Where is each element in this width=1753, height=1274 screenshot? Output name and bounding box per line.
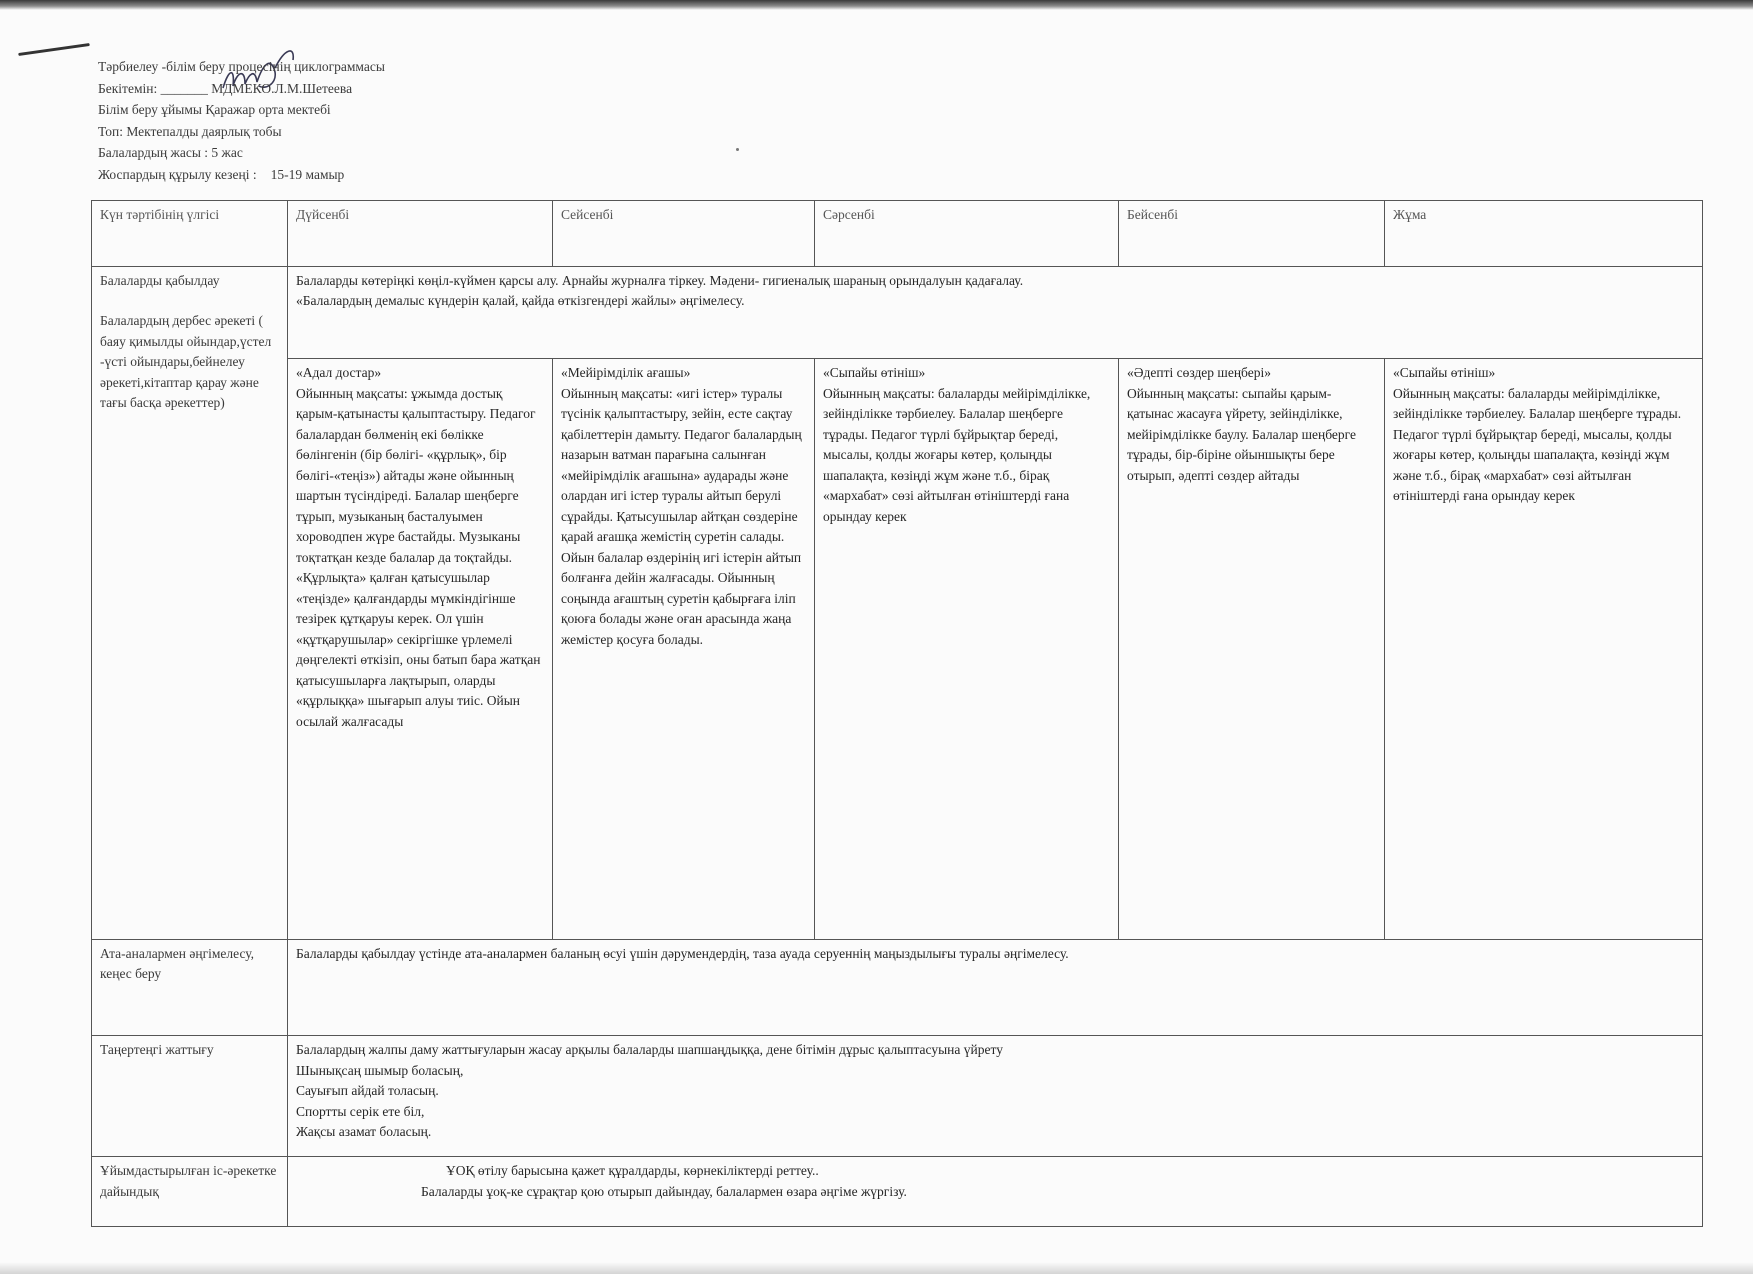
game-cell-monday — [288, 359, 553, 939]
parents-row — [92, 939, 1703, 1036]
morning-line: Жақсы азамат боласың. — [296, 1124, 432, 1140]
document-title: Тәрбиелеу -білім беру процесінің циклограммасы — [98, 59, 385, 74]
scan-edge-bottom — [0, 1262, 1753, 1274]
reception-label-cell — [92, 266, 288, 939]
period-label: Жоспардың құрылу кезеңі : — [98, 166, 257, 182]
reception-text-line-2: «Балалардың демалыс күндерін қалай, қайда өткізгендері жайлы» әңгімелесу. — [296, 293, 745, 309]
period-line — [98, 164, 385, 186]
day-tuesday: Сейсенбі — [553, 201, 815, 267]
morning-exercise-text — [288, 1036, 1703, 1157]
organization-line: Білім беру ұйымы Қаражар орта мектебі — [98, 102, 331, 117]
reception-row — [92, 266, 1703, 359]
game-description: Ойынның мақсаты: балаларды мейірімділікке, зейінділікке тәрбиелеу. Балалар шеңберге тұрады. Педагог түрлі бұйрықтар береді, мысалы, қолды жоғары көтер, қолыңды шапалақта, көзіңді жұм және т.б., бірақ «мархабат» сөзі айтылған өтініштерді ғана орындау керек — [1393, 385, 1682, 504]
period-value: 15-19 мамыр — [270, 166, 345, 182]
day-monday: Дүйсенбі — [288, 201, 553, 267]
game-title: «Әдепті сөздер шеңбері» — [1127, 365, 1271, 381]
document-header — [98, 56, 385, 185]
preparation-line-1: ҰОҚ өтілу барысына қажет құралдарды, көрнекіліктерді реттеу.. — [446, 1163, 819, 1178]
schedule-table — [91, 200, 1703, 1227]
independent-activity-label: Балалардың дербес әрекеті ( баяу қимылды ойындар,үстел -үсті ойындары,бейнелеу әрекеті,кітаптар қарау және тағы басқа әрекеттер) — [100, 313, 272, 411]
day-thursday: Бейсенбі — [1119, 201, 1385, 267]
game-description: Ойынның мақсаты: сыпайы қарым-қатынас жасауға үйрету, зейінділікке, мейірімділікке баулу. Балалар шеңберге тұрады, бір-біріне ойыншықты бере отырып, әдепті сөздер айтады — [1127, 385, 1356, 483]
reception-label: Балаларды қабылдау — [100, 272, 220, 288]
game-description: Ойынның мақсаты: «игі істер» туралы түсінік қалыптастыру, зейін, есте сақтау қабілеттерін дамыту. Педагог балалардың назарын ватман парағына салынған «мейірімділік ағашына» аударады және олардан игі істер туралы айтып берулі сұрайды. Қатысушылар айтқан сөздеріне қарай ағашқа жемістің суретін салады. Ойын балалар өздерінің игі істерін айтып болғанға дейін жалғасады. Ойынның соңында ағаштың суретін қабырғаға іліп қоюға болады және оған арасында жаңа жемістер қосуға болады. — [561, 385, 802, 647]
preparation-label: Ұйымдастырылған іс-әрекетке дайындық — [92, 1157, 288, 1227]
preparation-row — [92, 1157, 1703, 1227]
game-cell-friday — [1385, 359, 1703, 939]
days-header-row — [92, 201, 1703, 267]
preparation-line-2: Балаларды ұоқ-ке сұрақтар қою отырып дайындау, балалармен өзара әңгіме жүргізу. — [421, 1183, 907, 1199]
corner-cell: Күн тәртібінің үлгісі — [92, 201, 288, 267]
game-cell-wednesday — [815, 359, 1119, 939]
day-wednesday: Сәрсенбі — [815, 201, 1119, 267]
game-description: Ойынның мақсаты: ұжымда достық қарым-қатынасты қалыптастыру. Педагог балалардан бөлменің екі бөлікке бөлінгенін (бір бөлігі- «құрлық», бір бөлігі-«теңіз») айтады және ойынның шартын түсіндіреді. Балалар шеңберге тұрып, музыканың басталуымен хороводпен жүре бастайды. Музыканы тоқтатқан кезде балалар да тоқтайды. «Құрлықта» қалған қатысушылар «теңізде» қалғандарды мүмкіндігінше тезірек құтқаруы керек. Ол үшін «құтқарушылар» секіргішке үрлемелі дөңгелекті өткізіп, оны батып бара жатқан қатысушыларға лақтырып, оларды «құрлыққа» шығарып алуы тиіс. Ойын осылай жалғасады — [296, 385, 541, 729]
parents-text: Балаларды қабылдау үстінде ата-аналармен баланың өсуі үшін дәрумендердің, таза ауада серуеннің маңыздылығы туралы әңгімелесу. — [288, 939, 1703, 1036]
scan-edge-top — [0, 0, 1753, 10]
game-cell-tuesday — [553, 359, 815, 939]
reception-text-cell — [288, 266, 1703, 359]
age-line: Балалардың жасы : 5 жас — [98, 145, 243, 160]
game-title: «Адал достар» — [296, 365, 382, 381]
morning-line: Сауығып айдай толасың. — [296, 1083, 439, 1099]
pen-mark — [18, 43, 90, 56]
reception-text-line-1: Балаларды көтеріңкі көңіл-күймен қарсы алу. Арнайы журналға тіркеу. Мәдени- гигиеналық шараның орындалуын қадағалау. — [296, 272, 1024, 288]
game-description: Ойынның мақсаты: балаларды мейірімділікке, зейінділікке тәрбиелеу. Балалар шеңберге тұрады. Педагог түрлі бұйрықтар береді, мысалы, қолды жоғары көтер, қолыңды шапалақта, көзіңді жұм және т.б., бірақ «мархабат» сөзі айтылған өтініштерді ғана орындау керек — [823, 385, 1091, 524]
morning-line: Спортты серік ете біл, — [296, 1103, 425, 1119]
morning-exercise-label: Таңертеңгі жаттығу — [92, 1036, 288, 1157]
day-friday: Жұма — [1385, 201, 1703, 267]
game-cell-thursday — [1119, 359, 1385, 939]
morning-line: Шынықсаң шымыр боласың, — [296, 1062, 464, 1078]
approval-line: Бекітемін: _______ МДМЕКО.Л.М.Шетеева — [98, 80, 353, 96]
group-line: Топ: Мектепалды даярлық тобы — [98, 123, 282, 139]
game-title: «Сыпайы өтініш» — [823, 365, 926, 381]
game-title: «Сыпайы өтініш» — [1393, 365, 1496, 381]
games-row — [92, 359, 1703, 939]
parents-label: Ата-аналармен әңгімелесу, кеңес беру — [92, 939, 288, 1036]
morning-line: Балалардың жалпы даму жаттығуларын жасау арқылы балаларды шапшаңдыққа, дене бітімін дұрыс қалыптасуына үйрету — [296, 1042, 1003, 1058]
game-title: «Мейірімділік ағашы» — [561, 365, 691, 381]
preparation-text — [288, 1157, 1703, 1227]
morning-exercise-row — [92, 1036, 1703, 1157]
scan-speck — [736, 148, 739, 151]
